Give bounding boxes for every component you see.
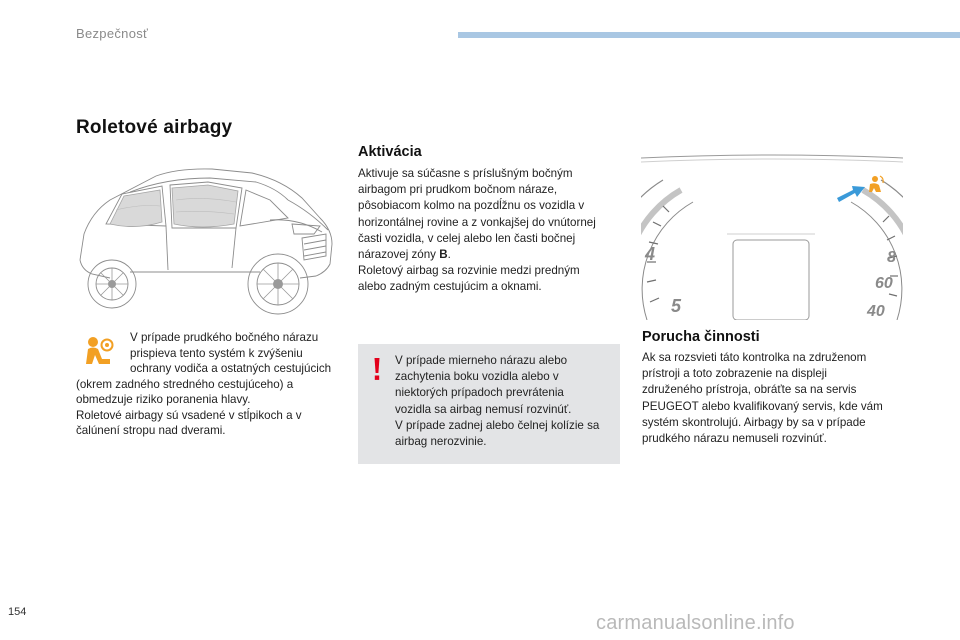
activation-text: [358, 166, 622, 296]
dial-label-60: 60: [875, 275, 893, 292]
malfunction-text: [642, 350, 912, 447]
dial-label-8: 8: [887, 249, 896, 266]
malfunction-line: združeného prístroja, obráťte sa na servis: [642, 383, 857, 397]
exclamation-warning-icon: [366, 356, 388, 382]
warning-text: [395, 353, 619, 450]
page-title: Roletové airbagy: [76, 117, 233, 138]
malfunction-line: prístroji a toto zobrazenie na displeji: [642, 367, 827, 381]
warning-line: V prípade mierneho nárazu alebo: [395, 354, 568, 367]
activation-line: Roletový airbag sa rozvinie medzi predným: [358, 264, 580, 278]
warning-line: zachytenia boku vozidla alebo v: [395, 370, 559, 384]
zone-suffix: .: [447, 248, 451, 262]
malfunction-title: Porucha činnosti: [642, 329, 760, 345]
info-line: prispieva tento systém k zvýšeniu: [130, 346, 303, 360]
zone-letter: B: [439, 248, 448, 262]
dial-label-5: 5: [671, 296, 682, 316]
header-bar: [458, 32, 960, 38]
info-line: ochrany vodiča a ostatných cestujúcich: [130, 362, 332, 375]
info-note: [76, 330, 340, 439]
info-line: Roletové airbagy sú vsadené v stĺpikoch a v: [76, 408, 302, 422]
warning-line: vozidla sa airbag nemusí rozvinúť.: [395, 402, 572, 416]
warning-box: [358, 344, 620, 464]
car-side-airbags-illustration: [70, 160, 338, 326]
watermark-text: carmanualsonline.info: [596, 612, 795, 634]
warning-line: niektorých prípadoch prevrátenia: [395, 386, 564, 400]
activation-line: horizontálnej rovine a z vonkajšej do vnútornej: [358, 215, 596, 229]
instrument-panel-illustration: [641, 150, 903, 320]
info-line: obmedzuje riziko poranenia hlavy.: [76, 393, 251, 406]
activation-line: Aktivuje sa súčasne s príslušným bočným: [358, 167, 573, 180]
activation-line: časti vozidla, v celej alebo len časti bočnej: [358, 231, 576, 245]
dial-label-40: 40: [867, 303, 885, 320]
info-line: (okrem zadného stredného cestujúceho) a: [76, 377, 294, 391]
dial-label-4: 4: [645, 244, 656, 264]
info-line: V prípade prudkého bočného nárazu: [130, 331, 319, 344]
activation-line: airbagom pri prudkom bočnom náraze,: [358, 183, 558, 197]
warning-line: V prípade zadnej alebo čelnej kolízie sa: [395, 418, 600, 432]
warning-line: airbag nerozvinie.: [395, 435, 487, 449]
malfunction-line: PEUGEOT alebo kvalifikovaný servis, kde vám: [642, 399, 883, 413]
malfunction-line: Ak sa rozsvieti táto kontrolka na združenom: [642, 351, 867, 364]
activation-title: Aktivácia: [358, 144, 422, 160]
section-header: Bezpečnosť: [76, 26, 149, 41]
activation-zone-line: [358, 247, 622, 263]
activation-line: pôsobiacom kolmo na pozdĺžnu os vozidla v: [358, 199, 585, 213]
info-line: čalúnení stropu nad dverami.: [76, 424, 226, 437]
malfunction-line: prudkého nárazu nemuseli rozvinúť.: [642, 432, 827, 446]
malfunction-line: systém skontrolujú. Airbagy by sa v prípade: [642, 415, 866, 429]
activation-line: alebo zadným cestujúcim a oknami.: [358, 280, 542, 294]
page-number: 154: [8, 606, 27, 618]
zone-prefix: nárazovej zóny: [358, 248, 440, 262]
